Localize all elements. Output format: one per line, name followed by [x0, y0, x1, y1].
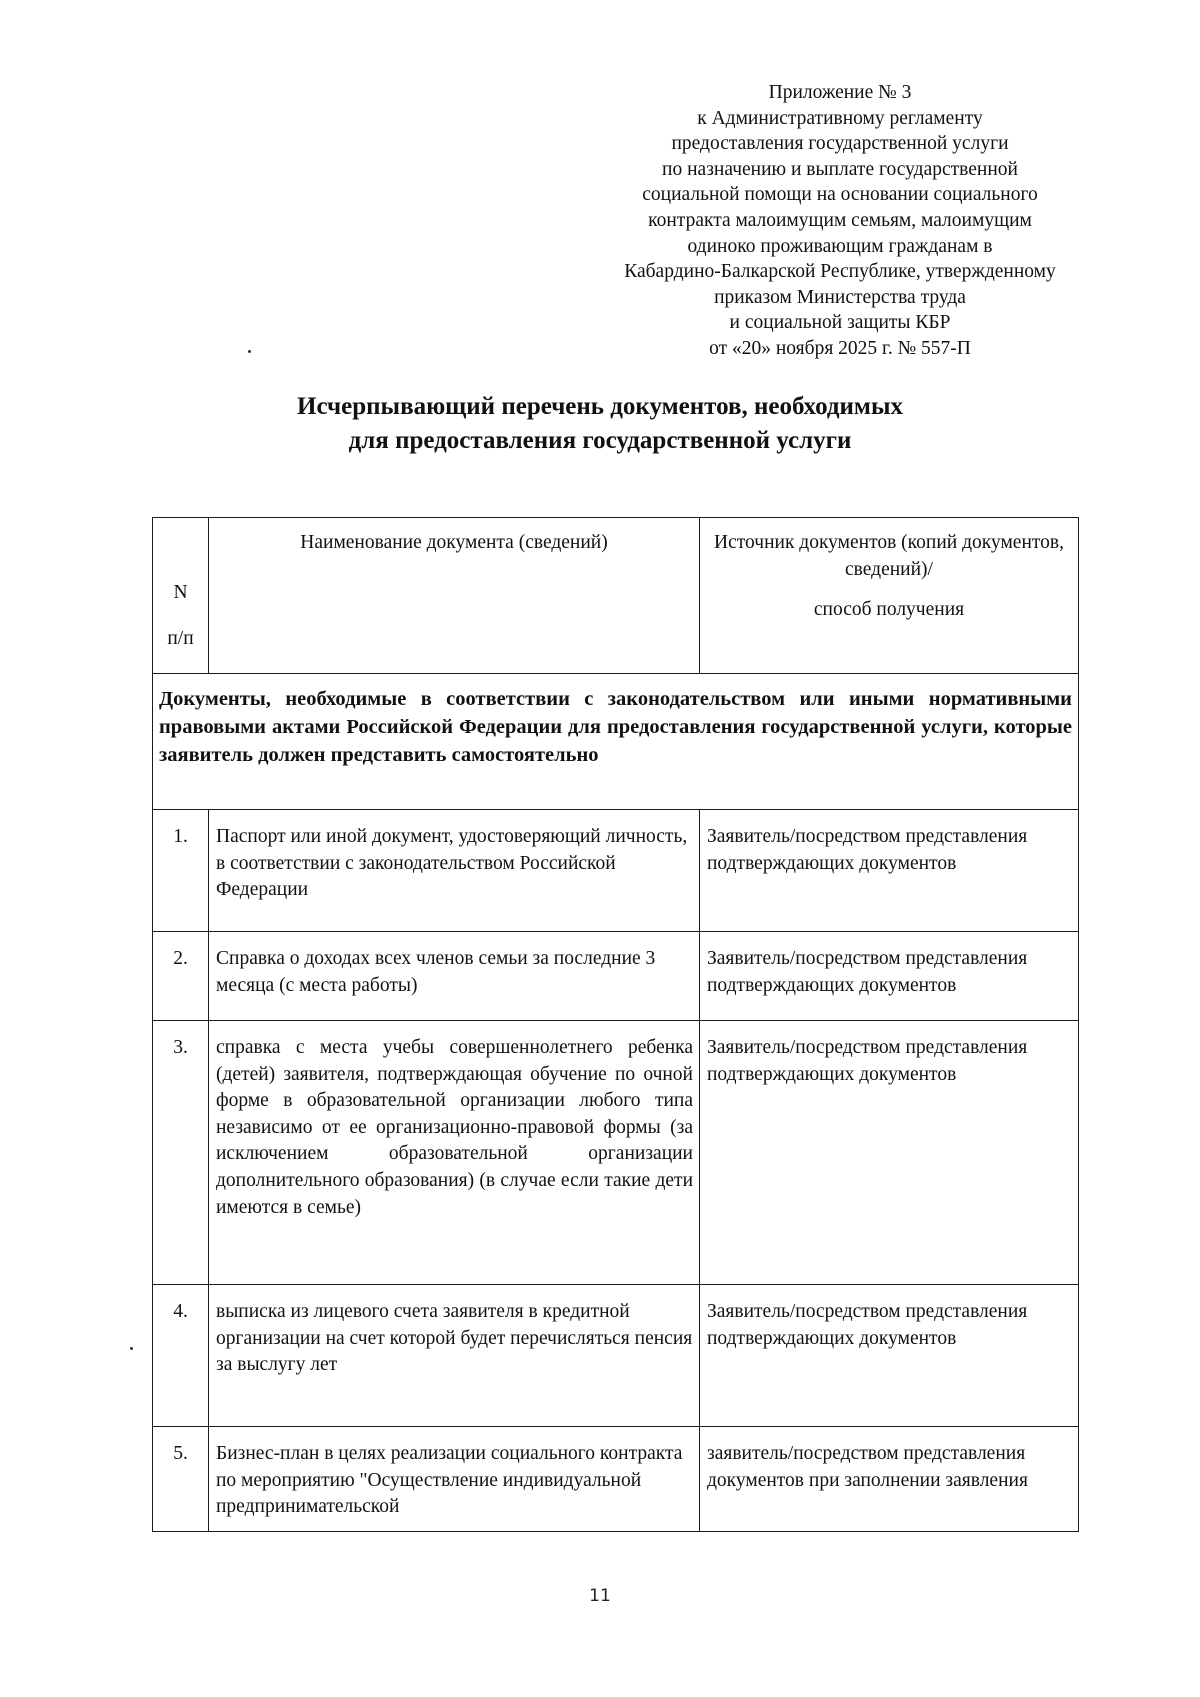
- header-number-sub: п/п: [167, 628, 194, 649]
- documents-table: [152, 517, 1079, 1532]
- document-name: Паспорт или иной документ, удостоверяющий личность, в соответствии с законодательством Российской Федерации: [209, 810, 700, 932]
- appendix-header: [560, 80, 1120, 362]
- header-name-cell: [209, 518, 700, 674]
- row-number: 1.: [153, 810, 209, 932]
- header-method-label: способ получения: [813, 599, 965, 621]
- row-number: 4.: [153, 1285, 209, 1427]
- document-source: Заявитель/посредством представления подтверждающих документов: [700, 1021, 1079, 1285]
- header-name-label: Наименование документа (сведений): [300, 532, 608, 553]
- document-name: справка с места учебы совершеннолетнего ребенка (детей) заявителя, подтверждающая обучение по очной форме в образовательной организации любого типа независимо от ее организационно-правовой формы (за исключением образовательной организации дополнительного образования) (в случае если такие дети имеются в семье): [209, 1021, 700, 1285]
- document-title: [150, 390, 1050, 458]
- section-title: Документы, необходимые в соответствии с законодательством или иными нормативными правовыми актами Российской Федерации для предоставления государственной услуги, которые заявитель должен представить самостоятельно: [153, 674, 1079, 810]
- row-number: 3.: [153, 1021, 209, 1285]
- scan-speck: [248, 350, 251, 353]
- table-row: [153, 1021, 1079, 1285]
- header-number-cell: [153, 518, 209, 674]
- appendix-line: Приложение № 3: [768, 82, 912, 103]
- table-row: [153, 1427, 1079, 1532]
- header-number-label: N: [173, 582, 188, 603]
- table-header-row: [153, 518, 1079, 674]
- page-number: 11: [589, 1586, 611, 1606]
- scan-speck: [130, 1347, 133, 1350]
- appendix-line: предоставления государственной услуги: [671, 133, 1009, 155]
- table-row: [153, 932, 1079, 1021]
- appendix-line: по назначению и выплате государственной: [662, 158, 1018, 180]
- table-row: [153, 1285, 1079, 1427]
- document-name: Бизнес-план в целях реализации социального контракта по мероприятию "Осуществление индивидуальной предпринимательской: [209, 1427, 700, 1532]
- appendix-line: контракта малоимущим семьям, малоимущим: [648, 209, 1032, 231]
- appendix-line: Кабардино-Балкарской Республике, утвержденному: [624, 261, 1056, 283]
- document-source: Заявитель/посредством представления подтверждающих документов: [700, 810, 1079, 932]
- appendix-line: социальной помощи на основании социального: [642, 184, 1038, 206]
- section-row: [153, 674, 1079, 810]
- header-source-label: Источник документов (копий документов, сведений)/: [714, 532, 1064, 580]
- document-source: Заявитель/посредством представления подтверждающих документов: [700, 932, 1079, 1021]
- title-line-2: для предоставления государственной услуги: [348, 427, 852, 454]
- document-source: заявитель/посредством представления документов при заполнении заявления: [700, 1427, 1079, 1532]
- document-name: выписка из лицевого счета заявителя в кредитной организации на счет которой будет перечисляться пенсия за выслугу лет: [209, 1285, 700, 1427]
- appendix-line: к Административному регламенту: [697, 107, 983, 129]
- appendix-line: одиноко проживающим гражданам в: [687, 235, 993, 257]
- appendix-line: приказом Министерства труда: [714, 286, 966, 308]
- appendix-line: и социальной защиты КБР: [729, 312, 951, 334]
- document-source: Заявитель/посредством представления подтверждающих документов: [700, 1285, 1079, 1427]
- row-number: 5.: [153, 1427, 209, 1532]
- table-row: [153, 810, 1079, 932]
- appendix-line: от «20» ноября 2025 г. № 557-П: [709, 337, 971, 359]
- header-source-cell: [700, 518, 1079, 674]
- row-number: 2.: [153, 932, 209, 1021]
- document-name: Справка о доходах всех членов семьи за последние 3 месяца (с места работы): [209, 932, 700, 1021]
- title-line-1: Исчерпывающий перечень документов, необходимых: [297, 393, 903, 420]
